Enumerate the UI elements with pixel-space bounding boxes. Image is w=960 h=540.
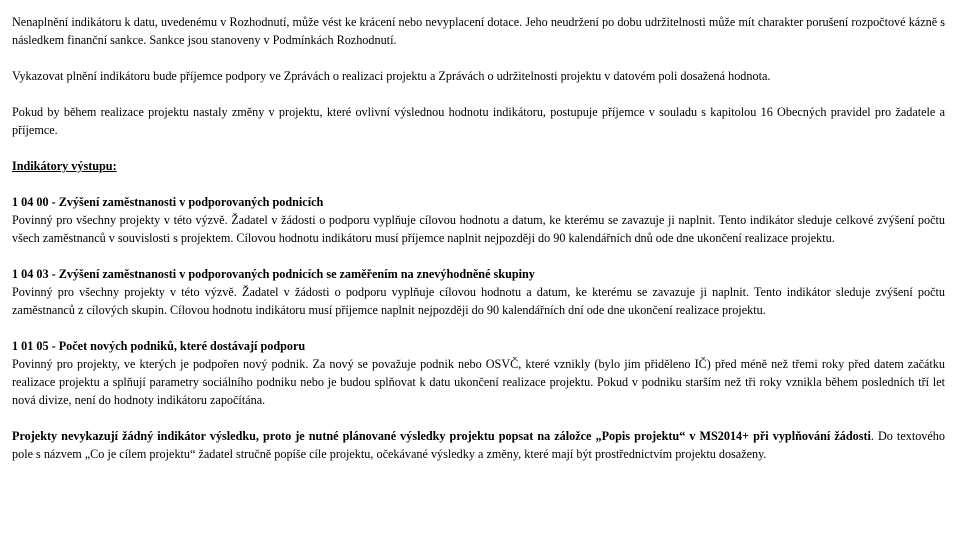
spacer <box>12 175 945 193</box>
document-page <box>12 13 945 463</box>
indicator-block <box>12 265 945 319</box>
indicator-description: Povinný pro projekty, ve kterých je podpořen nový podnik. Za nový se považuje podnik nebo OSVČ, které vznikly (bylo jim přiděleno IČ) před méně než třemi roky před datem začátku realizace projektu a splňují parametry sociálního podniku nebo je budou splňovat k datu ukončení realizace projektu. Pokud v podniku starším než tři roky vznikla během posledních tří let nová divize, není do hodnoty indikátoru započítána. <box>12 357 945 407</box>
spacer <box>12 49 945 67</box>
spacer <box>12 319 945 337</box>
closing-text: . Do textového pole s názvem „Co je cílem projektu“ žadatel stručně popíše cíle projektu, očekávané výsledky a změny, které mají být prostřednictvím projektu dosaženy. <box>12 429 945 461</box>
indicator-description: Povinný pro všechny projekty v této výzvě. Žadatel v žádosti o podporu vyplňuje cílovou hodnotu a datum, ke kterému se zavazuje ji naplnit. Tento indikátor sleduje celkové zvýšení počtu všech zaměstnanců v souvislosti s projektem. Cílovou hodnotu indikátoru musí příjemce naplnit nejpozději do 90 kalendářních dnů ode dne ukončení realizace projektu. <box>12 213 945 245</box>
paragraph-sanctions: Nenaplnění indikátoru k datu, uvedenému v Rozhodnutí, může vést ke krácení nebo nevyplacení dotace. Jeho neudržení po dobu udržitelnosti může mít charakter porušení rozpočtové kázně s následkem finanční sankce. Sankce jsou stanoveny v Podmínkách Rozhodnutí. <box>12 15 945 47</box>
indicator-title: 1 04 00 - Zvýšení zaměstnanosti v podporovaných podnicích <box>12 195 324 209</box>
indicator-block <box>12 337 945 409</box>
paragraph-changes: Pokud by během realizace projektu nastaly změny v projektu, které ovlivní výslednou hodnotu indikátoru, postupuje příjemce v souladu s kapitolou 16 Obecných pravidel pro žadatele a příjemce. <box>12 105 945 137</box>
spacer <box>12 247 945 265</box>
spacer <box>12 409 945 427</box>
spacer <box>12 85 945 103</box>
closing-bold-text: Projekty nevykazují žádný indikátor výsledku, proto je nutné plánované výsledky projektu popsat na záložce „Popis projektu“ v MS2014+ při vyplňování žádosti <box>12 429 871 443</box>
indicator-description: Povinný pro všechny projekty v této výzvě. Žadatel v žádosti o podporu vyplňuje cílovou hodnotu a datum, ke kterému se zavazuje ji naplnit. Tento indikátor sleduje zvýšení počtu zaměstnanců z cílových skupin. Cílovou hodnotu indikátoru musí příjemce naplnit nejpozději do 90 kalendářních dní ode dne ukončení realizace projektu. <box>12 285 945 317</box>
paragraph-closing <box>12 427 945 463</box>
indicator-block <box>12 193 945 247</box>
section-heading: Indikátory výstupu: <box>12 159 117 173</box>
indicator-title: 1 04 03 - Zvýšení zaměstnanosti v podporovaných podnicích se zaměřením na znevýhodněné skupiny <box>12 267 535 281</box>
indicator-title: 1 01 05 - Počet nových podniků, které dostávají podporu <box>12 339 306 353</box>
spacer <box>12 139 945 157</box>
paragraph-reporting: Vykazovat plnění indikátoru bude příjemce podpory ve Zprávách o realizaci projektu a Zprávách o udržitelnosti projektu v datovém poli dosažená hodnota. <box>12 69 771 83</box>
